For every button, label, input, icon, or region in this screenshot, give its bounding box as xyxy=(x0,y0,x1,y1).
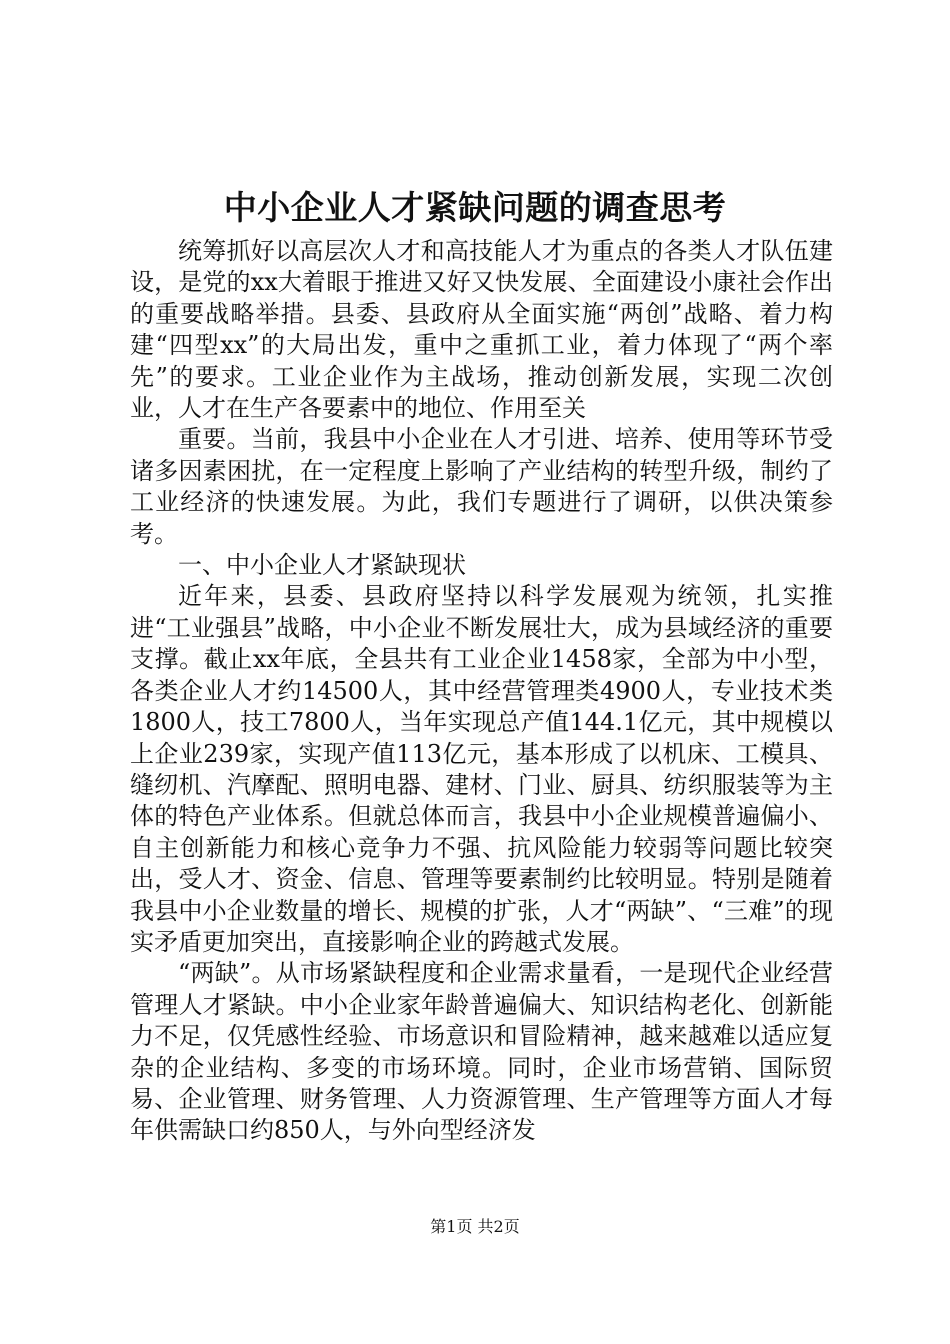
document-body xyxy=(130,236,833,1147)
paragraph-two-shortages: “两缺”。从市场紧缺程度和企业需求量看，一是现代企业经营管理人才紧缺。中小企业家年龄普遍偏大、知识结构老化、创新能力不足，仅凭感性经验、市场意识和冒险精神，越来越难以适应复杂的企业结构、多变的市场环境。同时，企业市场营销、国际贸易、企业管理、财务管理、人力资源管理、生产管理等方面人才每年供需缺口约850人，与外向型经济发 xyxy=(130,959,833,1145)
paragraph-status: 近年来，县委、县政府坚持以科学发展观为统领，扎实推进“工业强县”战略，中小企业不断发展壮大，成为县域经济的重要支撑。截止xx年底，全县共有工业企业1458家，全部为中小型，各类企业人才约14500人，其中经营管理类4900人，专业技术类1800人，技工7800人，当年实现总产值144.1亿元，其中规模以上企业239家，实现产值113亿元，基本形成了以机床、工模具、缝纫机、汽摩配、照明电器、建材、门业、厨具、纺织服装等为主体的特色产业体系。但就总体而言，我县中小企业规模普遍偏小、自主创新能力和核心竞争力不强、抗风险能力较弱等问题比较突出，受人才、资金、信息、管理等要素制约比较明显。特别是随着我县中小企业数量的增长、规模的扩张，人才“两缺”、“三难”的现实矛盾更加突出，直接影响企业的跨越式发展。 xyxy=(130,582,833,956)
paragraph-intro: 统筹抓好以高层次人才和高技能人才为重点的各类人才队伍建设，是党的xx大着眼于推进又好又快发展、全面建设小康社会作出的重要战略举措。县委、县政府从全面实施“两创”战略、着力构建“四型xx”的大局出发，重中之重抓工业，着力体现了“两个率先”的要求。工业企业作为主战场，推动创新发展，实现二次创业，人才在生产各要素中的地位、作用至关 xyxy=(130,237,833,423)
document-title: 中小企业人才紧缺问题的调查思考 xyxy=(223,188,727,227)
page-footer: 第1页 共2页 xyxy=(430,1217,520,1236)
paragraph-intro-continued: 重要。当前，我县中小企业在人才引进、培养、使用等环节受诸多因素困扰，在一定程度上影响了产业结构的转型升级，制约了工业经济的快速发展。为此，我们专题进行了调研，以供决策参考。 xyxy=(130,425,833,548)
section-heading: 一、中小企业人才紧缺现状 xyxy=(178,551,466,580)
